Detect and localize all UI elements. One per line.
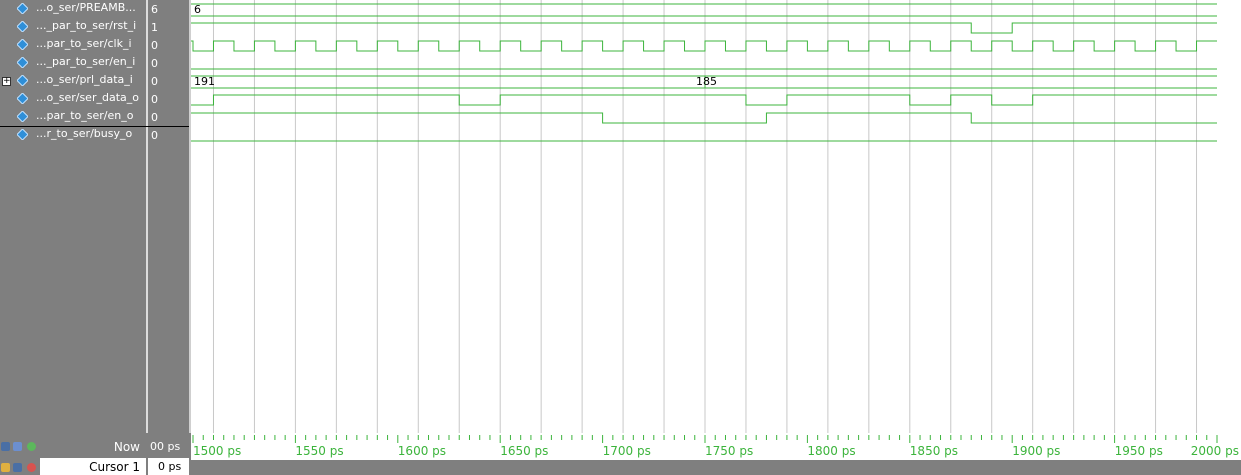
window-icon[interactable] [13,442,22,451]
signal-name: ..._par_to_ser/en_i [36,55,136,68]
add-icon[interactable] [27,442,36,451]
signal-name: ...o_ser/ser_data_o [36,91,139,104]
signal-name-panel [0,0,146,433]
signal-diamond-icon [17,75,28,86]
wrench-icon[interactable] [13,463,22,472]
waveform-panel[interactable] [191,0,1241,433]
signal-value: 0 [151,57,158,70]
signal-row[interactable] [0,55,146,73]
time-grid [213,0,1196,433]
preamble-value-label: 6 [194,3,201,16]
signal-diamond-icon [17,129,28,140]
signal-diamond-icon [17,21,28,32]
time-ruler[interactable] [191,433,1241,460]
divider [0,126,189,127]
signal-row[interactable] [0,19,146,37]
ruler-label: 1950 ps [1114,444,1163,458]
signal-value: 0 [151,111,158,124]
now-label: Now [113,440,140,454]
signal-value: 0 [151,93,158,106]
signal-row[interactable] [0,91,146,109]
signal-row[interactable] [0,127,146,145]
signal-row[interactable] [0,73,146,91]
toolbar-icon[interactable] [1,442,10,451]
cursor-strip[interactable] [191,460,1241,475]
signal-row[interactable] [0,37,146,55]
signal-diamond-icon [17,39,28,50]
ruler-label: 1650 ps [500,444,549,458]
signal-diamond-icon [17,93,28,104]
prl-data-value-label: 191 [194,75,215,88]
ruler-label: 1900 ps [1012,444,1061,458]
waveform-canvas[interactable] [191,0,1241,433]
signal-name: ...r_to_ser/busy_o [36,127,133,140]
signal-value: 0 [151,75,158,88]
signal-name: ...par_to_ser/en_o [36,109,134,122]
digital-trace [191,95,1217,105]
ruler-label: 1700 ps [602,444,651,458]
signal-row[interactable] [0,109,146,127]
signal-name: ...par_to_ser/clk_i [36,37,132,50]
cursor-label: Cursor 1 [89,460,140,474]
remove-icon[interactable] [27,463,36,472]
signal-name: ...o_ser/PREAMB... [36,1,136,14]
signal-value: 0 [151,129,158,142]
digital-trace [191,41,1217,51]
time-ruler-canvas [191,433,1241,460]
signal-diamond-icon [17,57,28,68]
digital-trace [191,23,1217,33]
signal-diamond-icon [17,111,28,122]
ruler-label: 2000 ps [1190,444,1239,458]
ruler-label: 1600 ps [397,444,447,458]
folder-icon[interactable] [1,463,10,472]
expand-plus-icon[interactable]: + [3,76,11,86]
ruler-label: 1850 ps [909,444,959,458]
ruler-label: 1500 ps [193,444,242,458]
cursor-value: 0 ps [158,460,182,473]
signal-name: ...o_ser/prl_data_i [36,73,133,86]
signal-value: 1 [151,21,158,34]
signal-row[interactable] [0,1,146,19]
ruler-label: 1750 ps [705,444,754,458]
waveform-traces [191,4,1217,141]
digital-trace [191,113,1217,123]
signal-value-panel [148,0,189,433]
ruler-label: 1800 ps [807,444,856,458]
prl-data-value-label: 185 [696,75,717,88]
signal-name: ..._par_to_ser/rst_i [36,19,137,32]
ruler-label: 1550 ps [295,444,344,458]
signal-value: 0 [151,39,158,52]
signal-diamond-icon [17,3,28,14]
signal-value: 6 [151,3,158,16]
now-value: 00 ps [150,440,181,453]
